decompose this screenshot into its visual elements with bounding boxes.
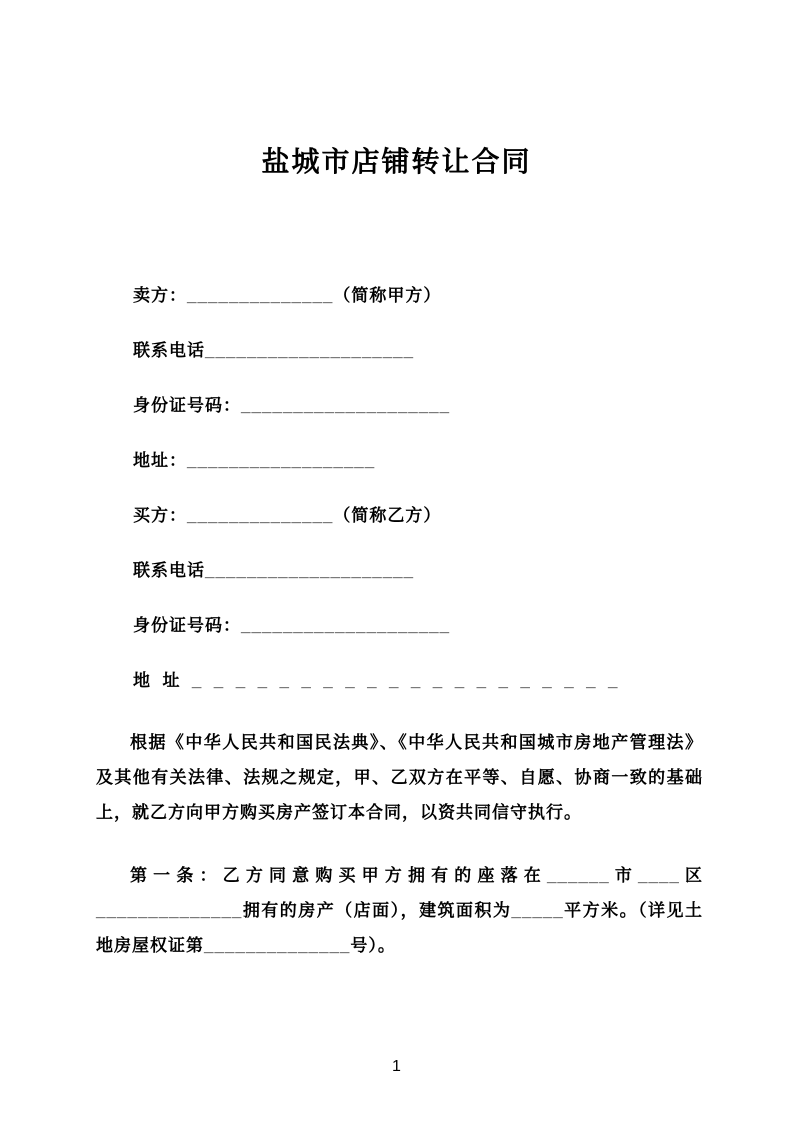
page-number: 1	[392, 1058, 401, 1075]
seller-id-number-line: 身份证号码：____________________	[133, 396, 451, 415]
buyer-phone-line: 联系电话____________________	[133, 561, 415, 580]
seller-address-line: 地址：__________________	[133, 451, 376, 470]
preamble-paragraph: 根据《中华人民共和国民法典》、《中华人民共和国城市房地产管理法》及其他有关法律、法规之规定，甲、乙双方在平等、自愿、协商一致的基础上，就乙方向甲方购买房产签订本合同，以资共同信守执行。	[96, 733, 703, 822]
contract-body	[96, 725, 703, 963]
seller-field-line: 卖方：______________（简称甲方）	[133, 286, 442, 305]
buyer-id-number-line: 身份证号码：____________________	[133, 616, 451, 635]
buyer-address-line: 地 址 _ _ _ _ _ _ _ _ _ _ _ _ _ _ _ _ _ _ _ _	[133, 671, 619, 690]
clause-one-paragraph: 第一条：乙方同意购买甲方拥有的座落在______市____区______________拥有的房产（店面），建筑面积为_____平方米。（详见土地房屋权证第______________号）。	[96, 866, 703, 955]
buyer-field-line: 买方：______________（简称乙方）	[133, 506, 442, 525]
seller-phone-line: 联系电话____________________	[133, 341, 415, 360]
document-title: 盐城市店铺转让合同	[261, 146, 532, 177]
party-info-section	[133, 285, 733, 692]
